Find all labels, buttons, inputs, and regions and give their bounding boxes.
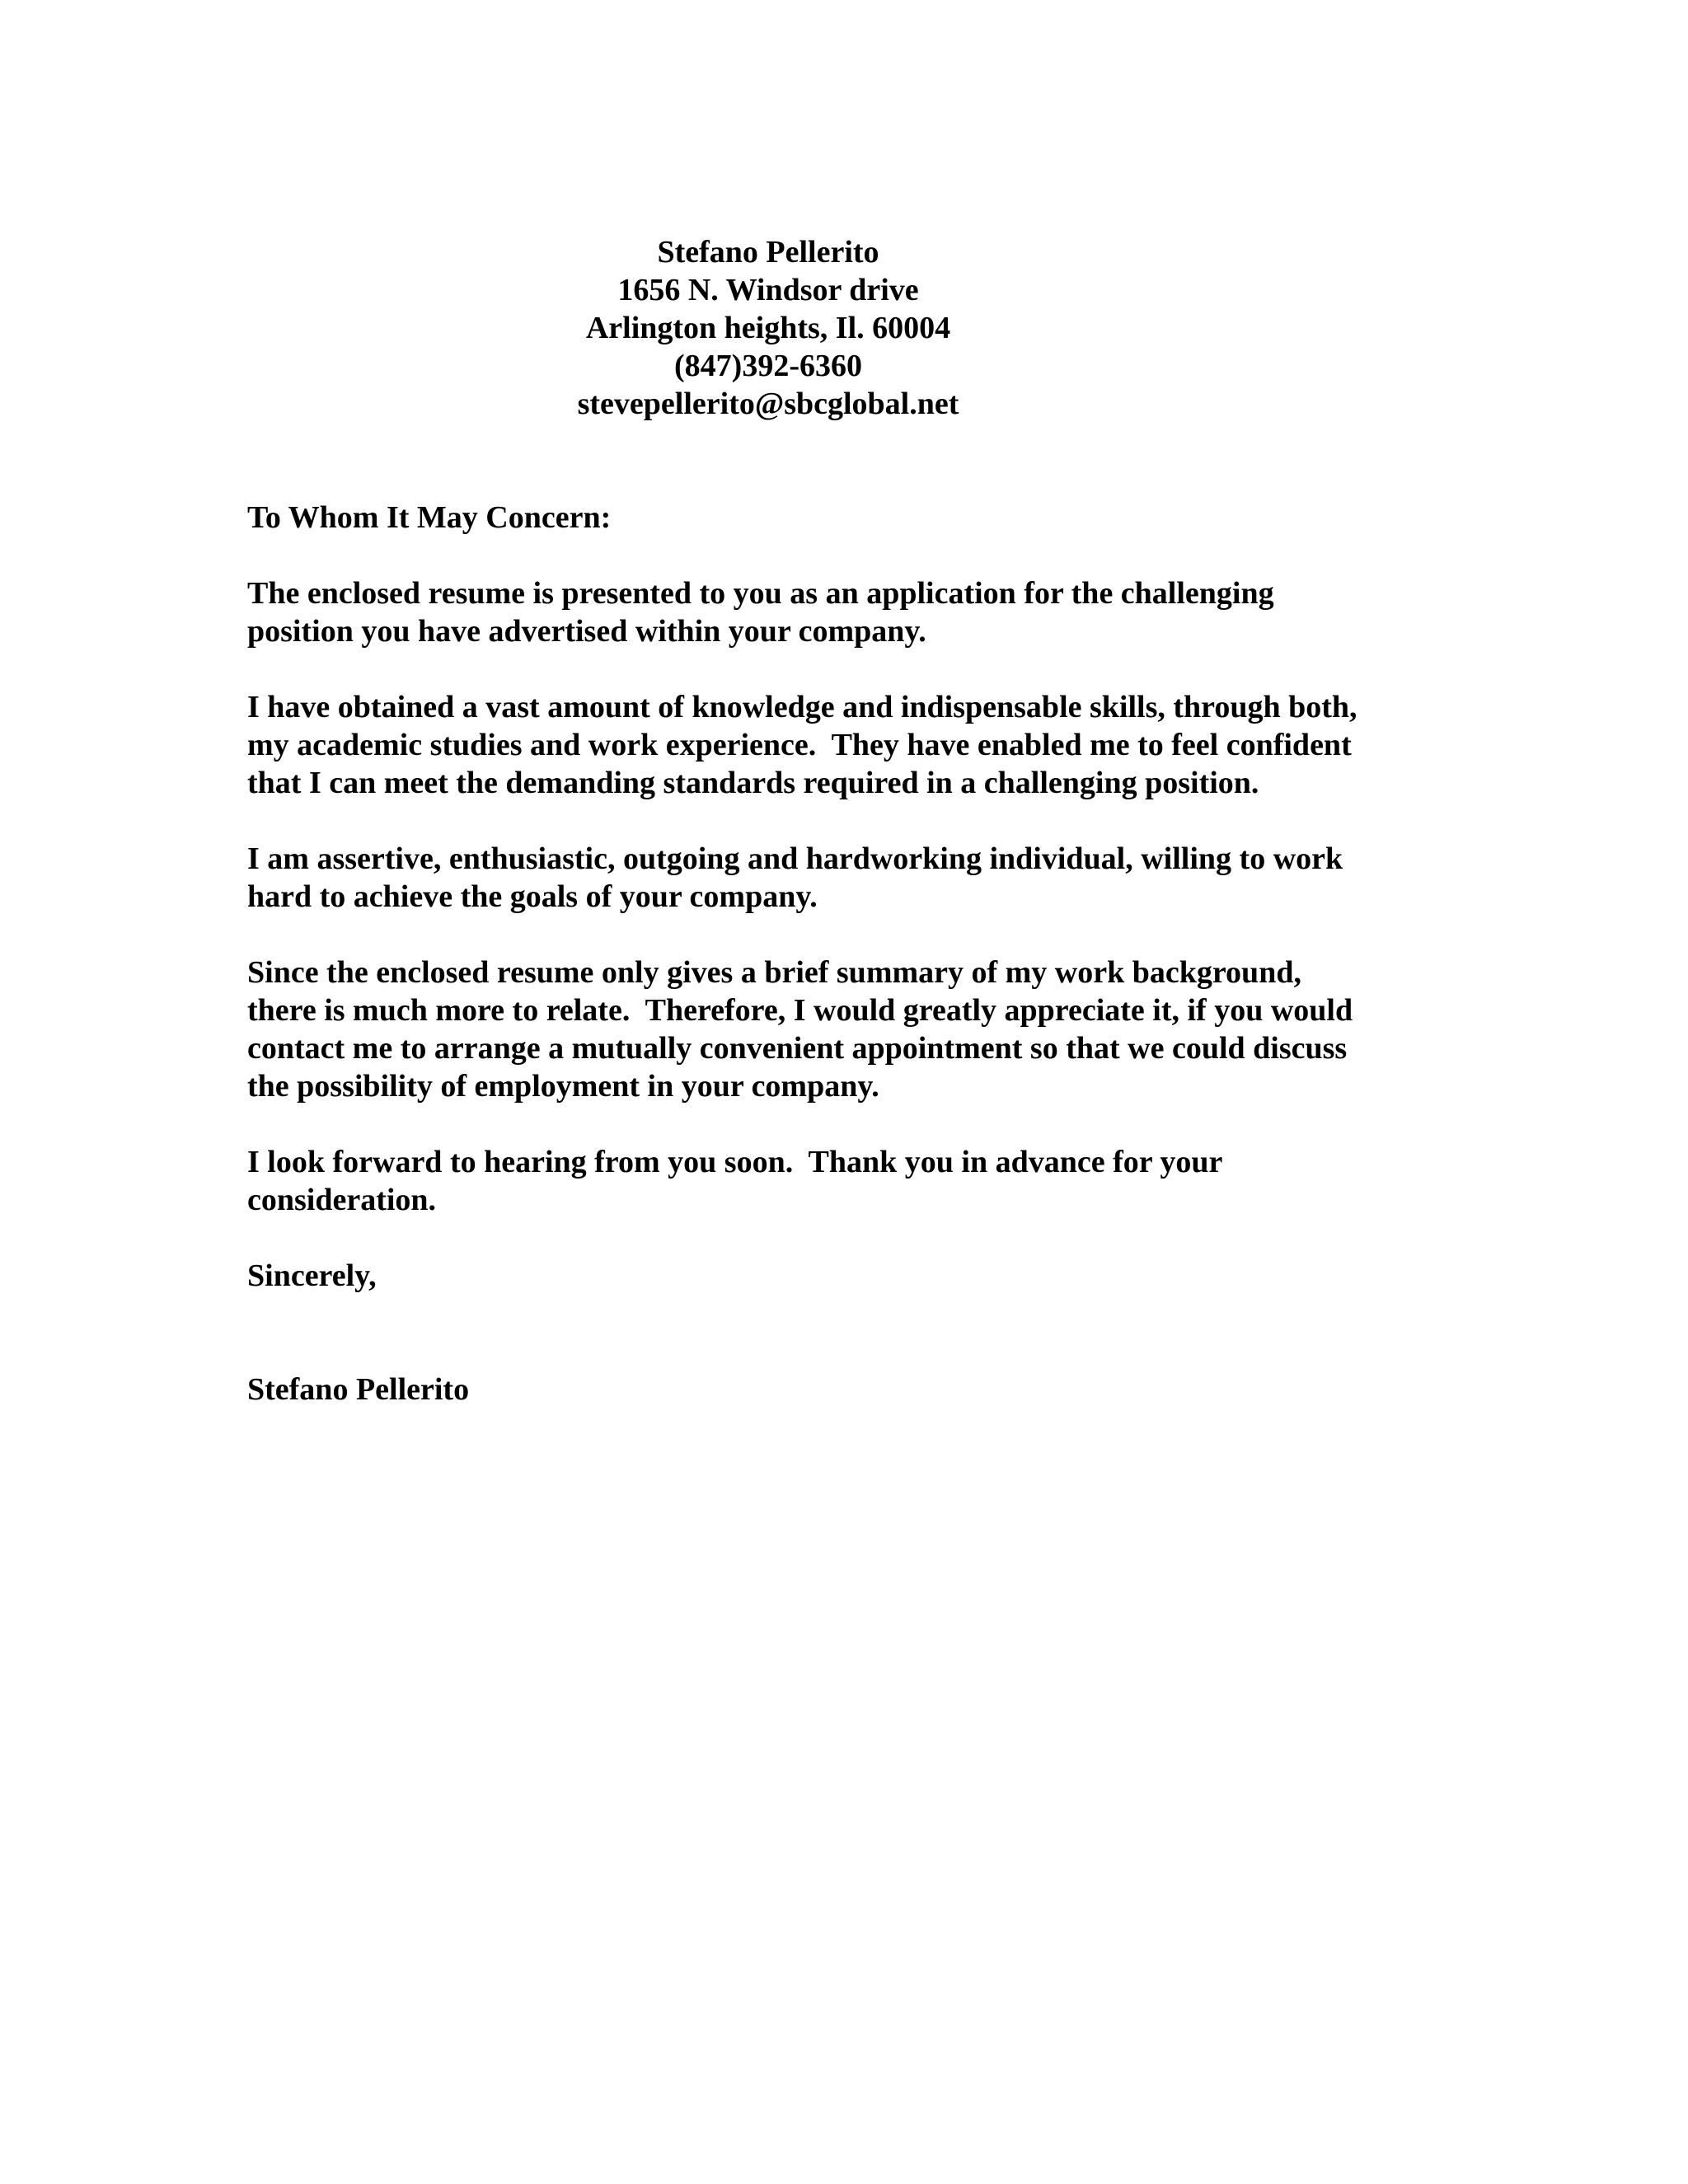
salutation: To Whom It May Concern:: [247, 500, 612, 535]
sender-email: stevepellerito@sbcglobal.net: [577, 387, 959, 421]
paragraph-application: [247, 574, 1533, 650]
paragraph-line: the possibility of employment in your company.: [247, 1069, 879, 1104]
paragraph-line: there is much more to relate. Therefore, I would greatly appreciate it, if you would: [247, 993, 1353, 1028]
paragraph-line: I have obtained a vast amount of knowledge and indispensable skills, through both,: [247, 690, 1357, 724]
paragraph-line: position you have advertised within your company.: [247, 614, 926, 649]
paragraph-skills: [247, 688, 1533, 802]
sender-phone: (847)392-6360: [674, 349, 862, 383]
paragraph-appointment-request: [247, 954, 1533, 1105]
paragraph-line: that I can meet the demanding standards required in a challenging position.: [247, 766, 1259, 800]
paragraph-line: my academic studies and work experience. They have enabled me to feel confident: [247, 728, 1352, 762]
signature-name: Stefano Pellerito: [247, 1372, 470, 1407]
paragraph-line: hard to achieve the goals of your company.: [247, 879, 818, 914]
paragraph-line: contact me to arrange a mutually convenient appointment so that we could discuss: [247, 1031, 1348, 1066]
sender-street: 1656 N. Windsor drive: [617, 273, 919, 307]
paragraph-thank-you: [247, 1143, 1533, 1219]
sender-address-block: [0, 233, 1536, 423]
paragraph-qualities: [247, 840, 1533, 916]
paragraph-line: consideration.: [247, 1183, 437, 1217]
sender-name: Stefano Pellerito: [657, 235, 879, 269]
paragraph-line: I am assertive, enthusiastic, outgoing and hardworking individual, willing to work: [247, 841, 1343, 876]
closing: Sincerely,: [247, 1258, 377, 1293]
letter-body: [247, 499, 1533, 1408]
paragraph-line: Since the enclosed resume only gives a brief summary of my work background,: [247, 955, 1301, 990]
paragraph-line: I look forward to hearing from you soon. Thank you in advance for your: [247, 1145, 1223, 1179]
sender-city: Arlington heights, Il. 60004: [585, 311, 951, 345]
paragraph-line: The enclosed resume is presented to you as an application for the challenging: [247, 576, 1274, 611]
